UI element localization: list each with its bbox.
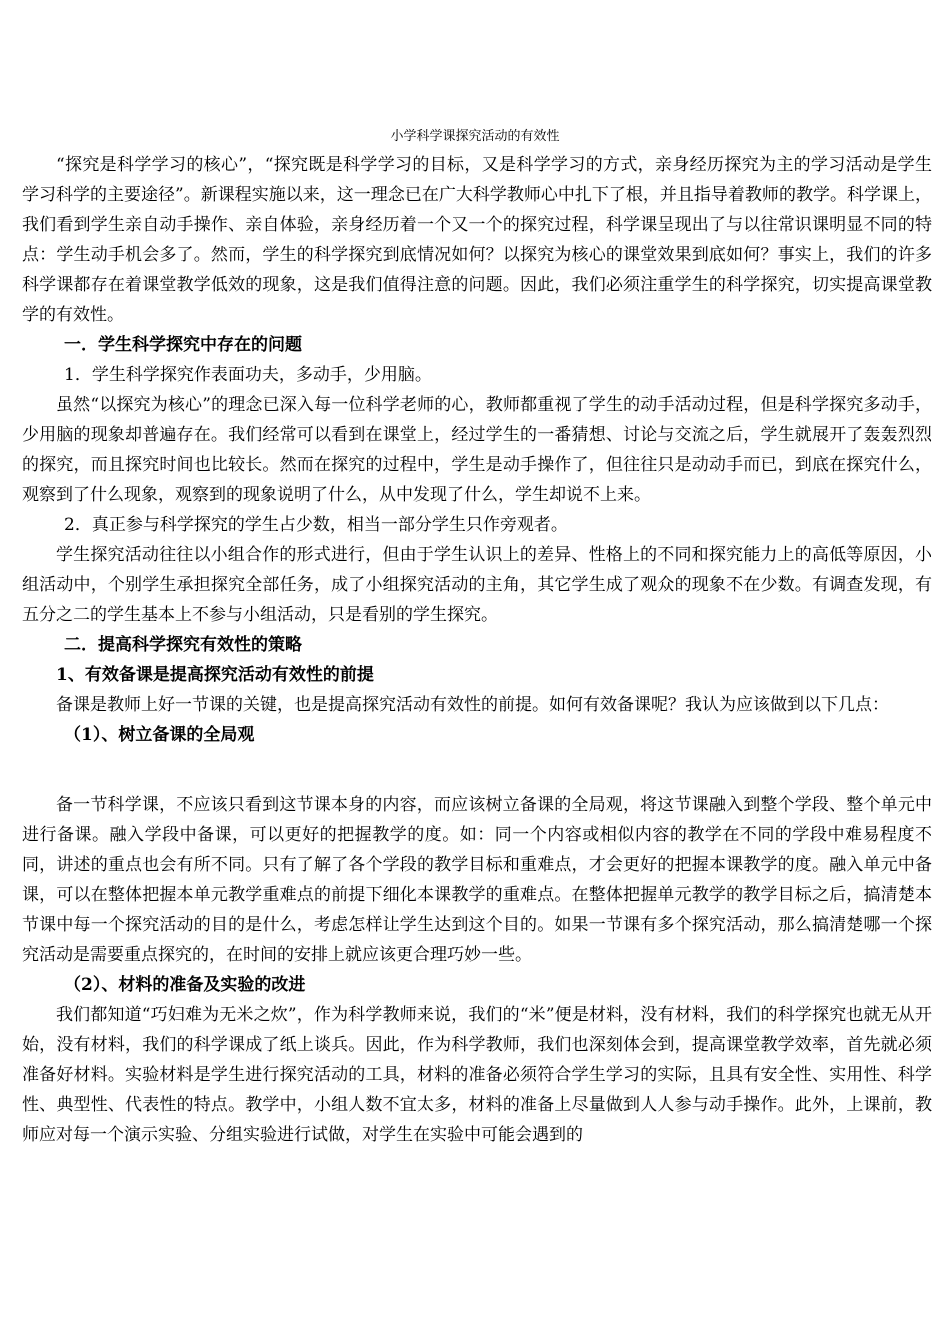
paragraph-intro: “探究是科学学习的核心”，“探究既是科学学习的目标，又是科学学习的方式，亲身经历探究为主的学习活动是学生学习科学的主要途径”。新课程实施以来，这一理念已在广大科学教师心中扎下了根，并且指导着教师的教学。科学课上，我们看到学生亲自动手操作、亲自体验，亲身经历着一个又一个的探究过程，科学课呈现出了与以往常识课明显不同的特点：学生动手机会多了。然而，学生的科学探究到底情况如何？以探究为核心的课堂效果到底如何？事实上，我们的许多科学课都存在着课堂教学低效的现象，这是我们值得注意的问题。因此，我们必须注重学生的科学探究，切实提高课堂教学的有效性。: [22, 155, 932, 325]
subheading-problem-1: 1．学生科学探究作表面功夫，多动手，少用脑。: [64, 365, 432, 385]
document-title: 小学科学课探究活动的有效性: [390, 129, 560, 144]
subheading-materials: （2）、材料的准备及实验的改进: [64, 975, 306, 995]
paragraph-problem-1: 虽然“以探究为核心”的理念已深入每一位科学老师的心，教师都重视了学生的动手活动过程，但是科学探究多动手，少用脑的现象却普遍存在。我们经常可以看到在课堂上，经过学生的一番猜想、讨论与交流之后，学生就展开了轰轰烈烈的探究，而且探究时间也比较长。然而在探究的过程中，学生是动手操作了，但往往只是动动手而已，到底在探究什么，观察到了什么现象，观察到的现象说明了什么，从中发现了什么，学生却说不上来。: [22, 395, 932, 505]
subheading-strategy-1: 1、有效备课是提高探究活动有效性的前提: [56, 665, 374, 685]
section-heading-strategies: 二．提高科学探究有效性的策略: [64, 635, 302, 655]
section-heading-problems: 一．学生科学探究中存在的问题: [64, 335, 302, 355]
paragraph-strategy-1: 备课是教师上好一节课的关键，也是提高探究活动有效性的前提。如何有效备课呢？我认为应该做到以下几点：: [56, 695, 889, 715]
paragraph-materials: 我们都知道“巧妇难为无米之炊”，作为科学教师来说，我们的“米”便是材料，没有材料，我们的科学探究也就无从开始，没有材料，我们的科学课成了纸上谈兵。因此，作为科学教师，我们也深刻体会到，提高课堂教学效率，首先就必须准备好材料。实验材料是学生进行探究活动的工具，材料的准备必须符合学生学习的实际，且具有安全性、实用性、科学性、典型性、代表性的特点。教学中，小组人数不宜太多，材料的准备上尽量做到人人参与动手操作。此外，上课前，教师应对每一个演示实验、分组实验进行试做，对学生在实验中可能会遇到的: [22, 1005, 932, 1145]
subheading-problem-2: 2．真正参与科学探究的学生占少数，相当一部分学生只作旁观者。: [64, 515, 568, 535]
subheading-overall-view: （1）、树立备课的全局观: [64, 725, 255, 745]
paragraph-overall-view: 备一节科学课，不应该只看到这节课本身的内容，而应该树立备课的全局观，将这节课融入到整个学段、整个单元中进行备课。融入学段中备课，可以更好的把握教学的度。如：同一个内容或相似内容的教学在不同的学段中难易程度不同，讲述的重点也会有所不同。只有了解了各个学段的教学目标和重难点，才会更好的把握本课教学的度。融入单元中备课，可以在整体把握本单元教学重难点的前提下细化本课教学的重难点。在整体把握单元教学的教学目标之后，搞清楚本节课中每一个探究活动的目的是什么，考虑怎样让学生达到这个目的。如果一节课有多个探究活动，那么搞清楚哪一个探究活动是需要重点探究的，在时间的安排上就应该更合理巧妙一些。: [22, 795, 932, 965]
document-body: [22, 150, 932, 1150]
paragraph-problem-2: 学生探究活动往往以小组合作的形式进行，但由于学生认识上的差异、性格上的不同和探究能力上的高低等原因，小组活动中，个别学生承担探究全部任务，成了小组探究活动的主角，其它学生成了观众的现象不在少数。有调查发现，有五分之二的学生基本上不参与小组活动，只是看别的学生探究。: [22, 545, 932, 625]
blank-line: [22, 750, 932, 790]
